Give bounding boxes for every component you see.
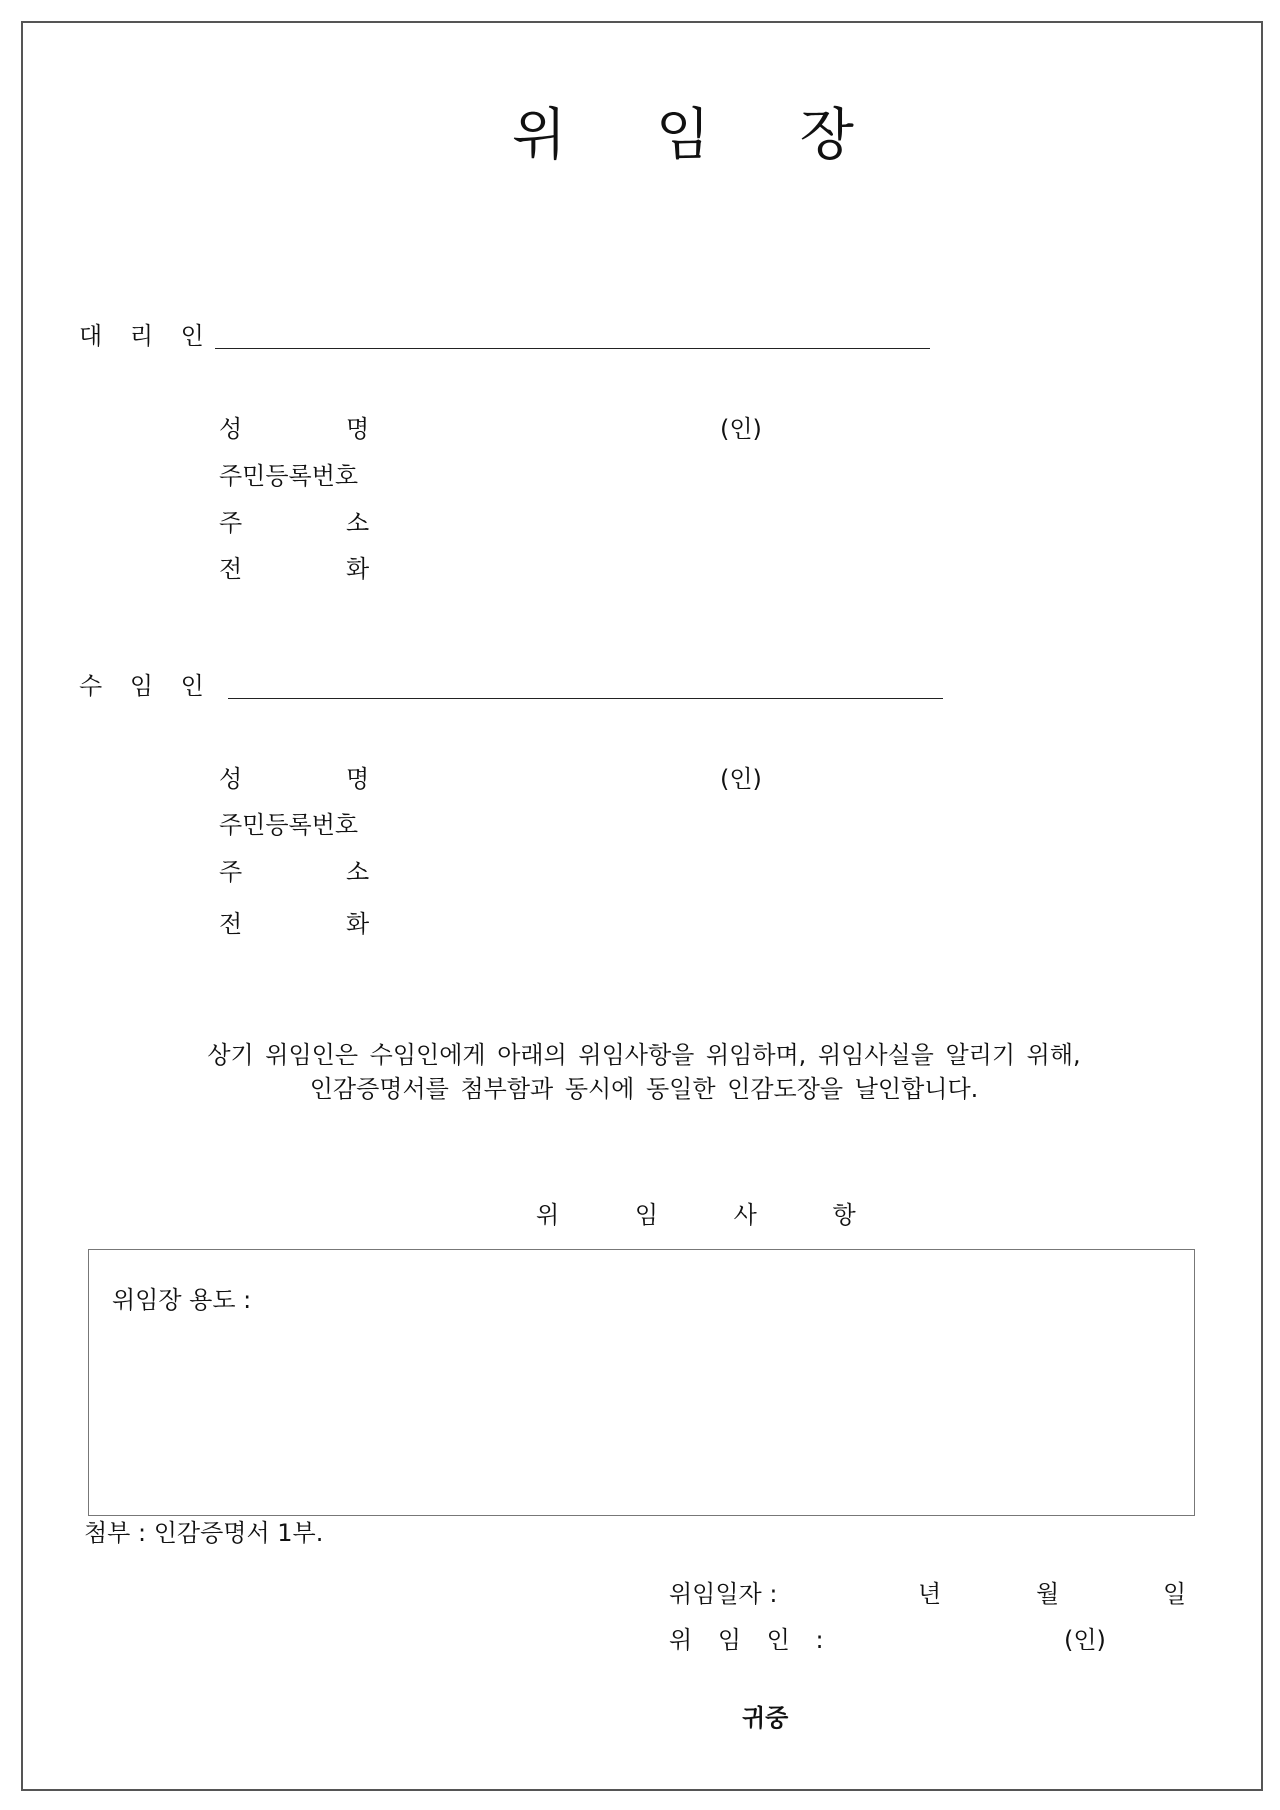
delegate-name-label-b: 명 xyxy=(346,765,370,793)
statement-line-2: 인감증명서를 첨부함과 동시에 동일한 인감도장을 날인합니다. xyxy=(309,1075,979,1103)
agent-section-label: 대 리 인 xyxy=(79,322,214,350)
delegator-seal-mark: (인) xyxy=(1064,1626,1106,1654)
delegator-label: 위 임 인 : xyxy=(669,1626,833,1654)
purpose-label: 위임장 용도 : xyxy=(112,1286,252,1314)
date-label: 위임일자 : xyxy=(669,1580,778,1608)
recipient-label: 귀중 xyxy=(742,1704,789,1732)
delegate-resident-number-label: 주민등록번호 xyxy=(219,811,359,839)
document-title: 위 임 장 xyxy=(512,103,890,168)
delegate-phone-label-a: 전 xyxy=(219,910,243,938)
date-day-label: 일 xyxy=(1163,1580,1187,1608)
attachment-note: 첨부 : 인감증명서 1부. xyxy=(84,1519,324,1547)
delegate-address-label-a: 주 xyxy=(219,858,243,886)
delegate-name-label-a: 성 xyxy=(219,765,243,793)
agent-seal-mark: (인) xyxy=(720,415,762,443)
date-month-label: 월 xyxy=(1036,1580,1060,1608)
agent-name-label-b: 명 xyxy=(346,415,370,443)
agent-name-underline[interactable] xyxy=(215,348,930,349)
agent-name-label-a: 성 xyxy=(219,415,243,443)
agent-resident-number-label: 주민등록번호 xyxy=(219,462,359,490)
agent-address-label-a: 주 xyxy=(219,509,243,537)
delegate-seal-mark: (인) xyxy=(720,765,762,793)
delegate-address-label-b: 소 xyxy=(346,858,370,886)
delegation-items-box[interactable] xyxy=(88,1249,1195,1516)
agent-address-label-b: 소 xyxy=(346,509,370,537)
delegate-phone-label-b: 화 xyxy=(346,910,370,938)
date-year-label: 년 xyxy=(918,1580,942,1608)
delegate-section-label: 수 임 인 xyxy=(79,672,214,700)
statement-line-1: 상기 위임인은 수임인에게 아래의 위임사항을 위임하며, 위임사실을 알리기 위해, xyxy=(207,1041,1081,1069)
agent-phone-label-a: 전 xyxy=(219,555,243,583)
delegate-name-underline[interactable] xyxy=(228,698,943,699)
delegation-items-heading: 위 임 사 항 xyxy=(536,1201,890,1229)
agent-phone-label-b: 화 xyxy=(346,555,370,583)
